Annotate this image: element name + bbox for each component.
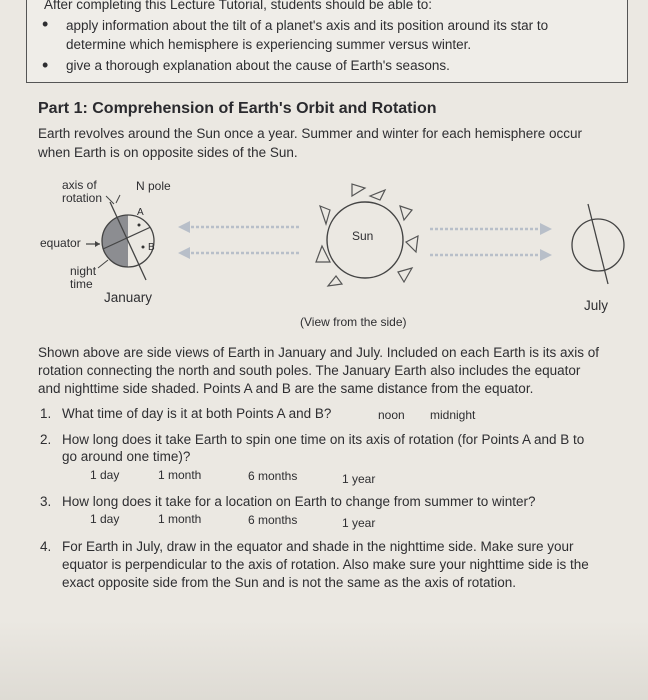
arrows-toward-july <box>430 223 552 261</box>
night-pointer <box>98 260 108 268</box>
question-2-option[interactable]: 6 months <box>248 469 298 483</box>
explanation-line1: Shown above are side views of Earth in January and July. Included on each Earth is its axis of <box>38 345 600 360</box>
npole-pointer <box>116 195 120 203</box>
question-2-option[interactable]: 1 year <box>342 472 376 486</box>
part1-heading: Part 1: Comprehension of Earth's Orbit and Rotation <box>38 100 437 117</box>
question-2-line1: How long does it take Earth to spin one time on its axis of rotation (for Points A and B to <box>62 432 585 447</box>
question-3-text: How long does it take for a location on Earth to change from summer to winter? <box>62 494 536 509</box>
night-side-shading <box>102 215 128 267</box>
question-3-number: 3. <box>40 494 52 509</box>
question-2-option[interactable]: 1 month <box>158 468 202 482</box>
question-3-option[interactable]: 6 months <box>248 513 298 527</box>
question-3-option[interactable]: 1 month <box>158 512 202 526</box>
part1-intro-line1: Earth revolves around the Sun once a year. Summer and winter for each hemisphere occur <box>38 126 583 141</box>
point-a-label: A <box>137 207 144 218</box>
diagram-caption: (View from the side) <box>300 315 407 329</box>
axis-label-line1: axis of <box>62 178 97 192</box>
question-2-number: 2. <box>40 432 52 447</box>
bullet-dot: • <box>42 14 49 34</box>
question-3-option[interactable]: 1 day <box>90 512 120 526</box>
objective-1-line2: determine which hemisphere is experiencing summer versus winter. <box>66 37 472 52</box>
explanation-line2: rotation connecting the north and south poles. The January Earth also includes the equator <box>38 363 581 378</box>
axis-label-line2: rotation <box>62 191 103 205</box>
question-4-line3: exact opposite side from the Sun and is not the same as the axis of rotation. <box>62 575 517 590</box>
july-earth <box>572 204 624 284</box>
january-label: January <box>104 290 153 305</box>
npole-label: N pole <box>136 179 171 193</box>
question-4-number: 4. <box>40 539 52 554</box>
january-earth <box>102 202 154 280</box>
objectives-intro: After completing this Lecture Tutorial, students should be able to: <box>44 0 432 12</box>
bullet-dot: • <box>42 55 49 75</box>
objective-1-line1: apply information about the tilt of a planet's axis and its position around its star to <box>66 18 549 33</box>
night-label-line2: time <box>70 277 93 291</box>
photo-shadow <box>0 620 648 700</box>
question-2-line2: go around one time)? <box>62 449 191 464</box>
question-2-option[interactable]: 1 day <box>90 468 120 482</box>
question-4-line2: equator is perpendicular to the axis of rotation. Also make sure your nighttime side is the <box>62 557 589 572</box>
night-label-line1: night <box>70 264 97 278</box>
question-1-option[interactable]: noon <box>378 408 405 422</box>
axis-of-rotation-line <box>588 204 608 284</box>
arrows-toward-january <box>178 221 300 259</box>
point-b-dot <box>142 246 145 249</box>
objective-2: give a thorough explanation about the cause of Earth's seasons. <box>66 58 450 73</box>
equator-arrowhead <box>95 241 100 247</box>
question-4-line1: For Earth in July, draw in the equator and shade in the nighttime side. Make sure your <box>62 539 574 554</box>
sun-label: Sun <box>352 229 374 243</box>
point-a-dot <box>138 224 141 227</box>
point-b-label: B <box>148 242 155 253</box>
question-1-option[interactable]: midnight <box>430 408 476 422</box>
explanation-line3: and nighttime side shaded. Points A and B are the same distance from the equator. <box>38 381 534 396</box>
part1-intro-line2: when Earth is on opposite sides of the Sun. <box>38 145 298 160</box>
question-1-number: 1. <box>40 406 52 421</box>
question-3-option[interactable]: 1 year <box>342 516 376 530</box>
question-1-text: What time of day is it at both Points A and B? <box>62 406 332 421</box>
equator-label: equator <box>40 236 81 250</box>
july-label: July <box>584 298 609 313</box>
